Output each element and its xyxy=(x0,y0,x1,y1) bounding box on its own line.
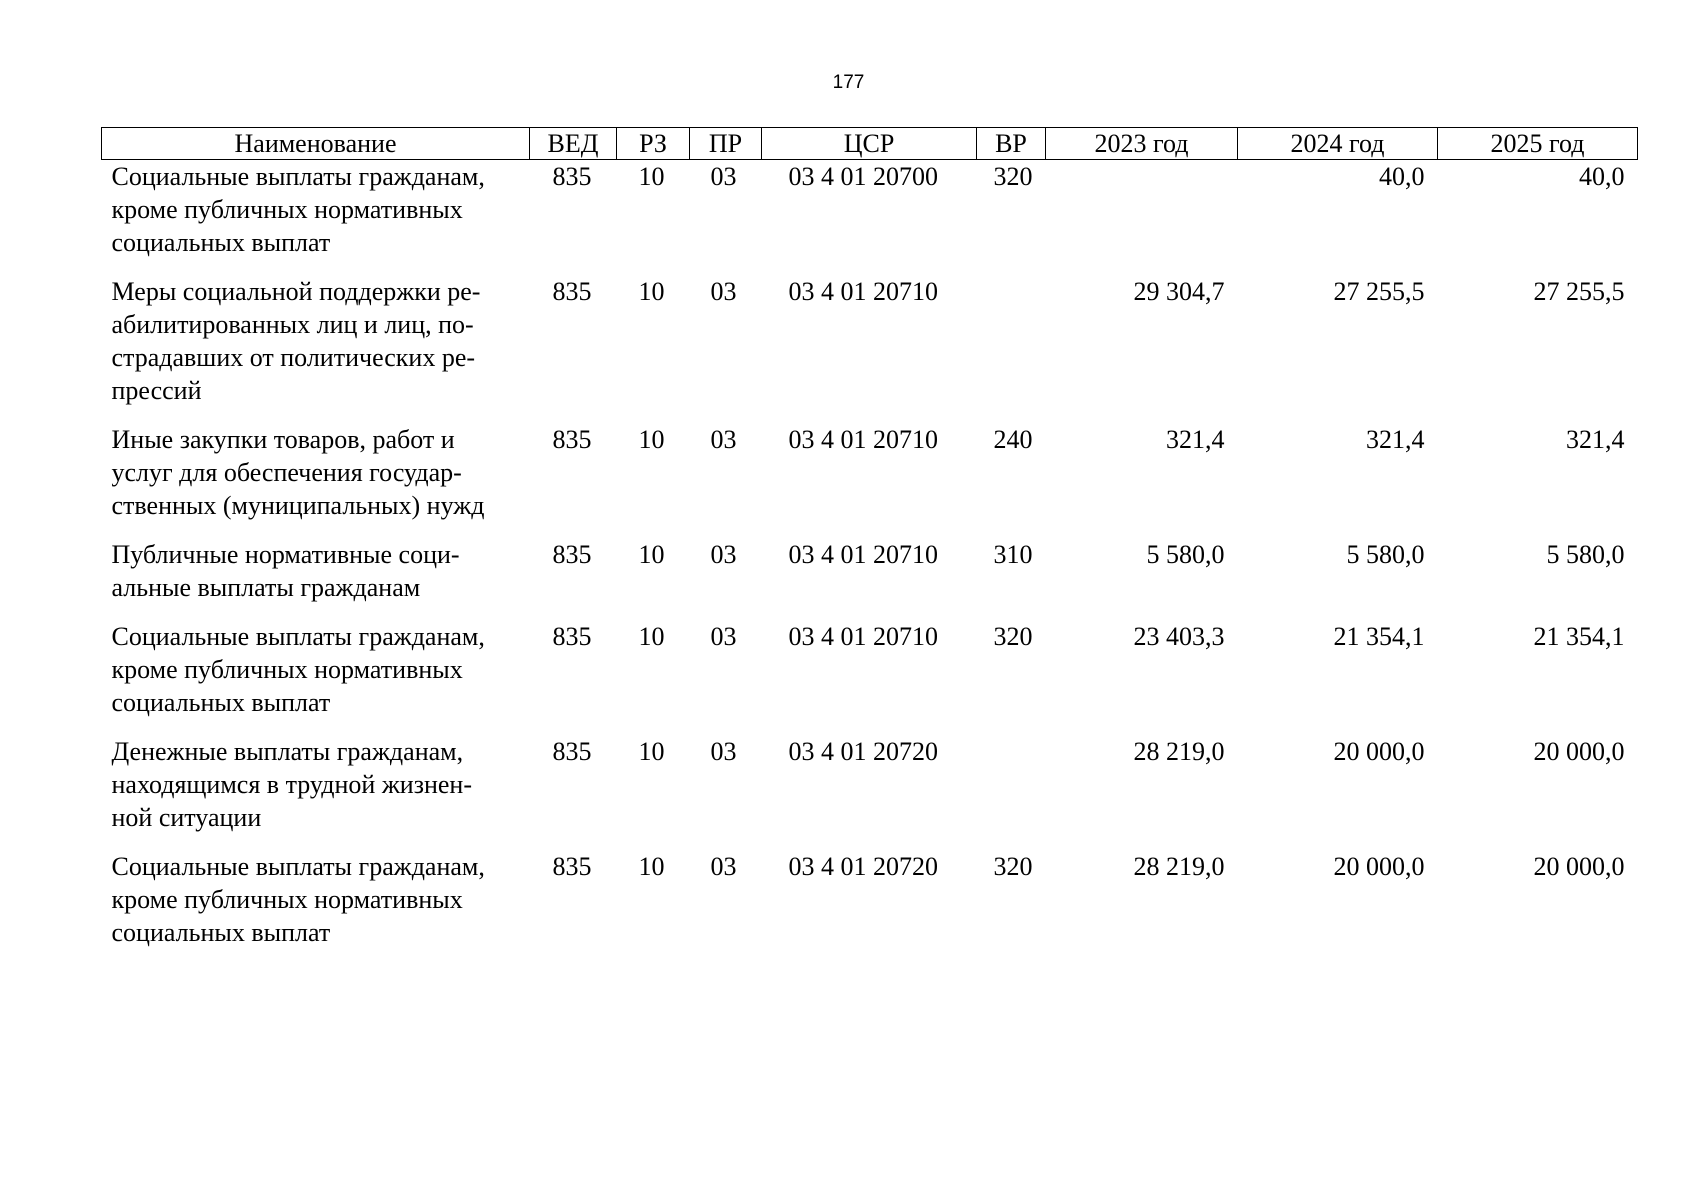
row-2024: 40,0 xyxy=(1379,162,1425,191)
row-name-line: кроме публичных нормативных xyxy=(111,655,463,684)
row-rz: 10 xyxy=(638,737,665,766)
table-row xyxy=(102,850,1638,965)
row-2023: 5 580,0 xyxy=(1146,540,1225,569)
row-name-line: Социальные выплаты гражданам, xyxy=(111,622,485,651)
row-ved: 835 xyxy=(552,852,592,881)
header-rz: РЗ xyxy=(617,128,690,160)
table-row xyxy=(102,620,1638,735)
row-name-line: социальных выплат xyxy=(111,918,331,947)
row-2024: 27 255,5 xyxy=(1333,277,1425,306)
row-ved: 835 xyxy=(552,277,592,306)
row-vr: 240 xyxy=(993,425,1033,454)
row-name-line: услуг для обеспечения государ- xyxy=(111,458,462,487)
row-2023: 23 403,3 xyxy=(1133,622,1225,651)
row-rz: 10 xyxy=(638,162,665,191)
row-csr: 03 4 01 20710 xyxy=(788,277,938,306)
header-csr: ЦСР xyxy=(762,128,977,160)
page-number: 177 xyxy=(832,72,865,93)
row-name-cell xyxy=(102,423,530,538)
row-2025: 20 000,0 xyxy=(1533,737,1625,766)
row-ved: 835 xyxy=(552,737,592,766)
row-name-line: Публичные нормативные соци- xyxy=(111,540,460,569)
table-header-row xyxy=(102,128,1638,160)
row-2024: 21 354,1 xyxy=(1333,622,1425,651)
row-csr: 03 4 01 20710 xyxy=(788,540,938,569)
table-row xyxy=(102,275,1638,423)
row-2025: 321,4 xyxy=(1566,425,1625,454)
row-2024: 321,4 xyxy=(1366,425,1425,454)
row-name-cell xyxy=(102,275,530,423)
row-rz: 10 xyxy=(638,277,665,306)
row-name-line: Социальные выплаты гражданам, xyxy=(111,162,485,191)
row-2024: 5 580,0 xyxy=(1346,540,1425,569)
header-name: Наименование xyxy=(102,128,530,160)
row-rz: 10 xyxy=(638,425,665,454)
row-2023 xyxy=(1046,160,1238,276)
row-vr xyxy=(977,735,1046,850)
row-2025: 40,0 xyxy=(1579,162,1625,191)
row-2025: 27 255,5 xyxy=(1533,277,1625,306)
row-vr: 320 xyxy=(993,852,1033,881)
row-2024: 20 000,0 xyxy=(1333,737,1425,766)
table-row xyxy=(102,538,1638,620)
row-name-line: социальных выплат xyxy=(111,688,331,717)
row-csr: 03 4 01 20720 xyxy=(788,737,938,766)
row-pr: 03 xyxy=(710,277,737,306)
header-pr: ПР xyxy=(690,128,762,160)
header-2024: 2024 год xyxy=(1238,128,1438,160)
row-name-line: Денежные выплаты гражданам, xyxy=(111,737,464,766)
row-2025: 5 580,0 xyxy=(1546,540,1625,569)
table-row xyxy=(102,160,1638,276)
row-pr: 03 xyxy=(710,162,737,191)
row-name-line: находящимся в трудной жизнен- xyxy=(111,770,472,799)
row-name-line: кроме публичных нормативных xyxy=(111,885,463,914)
row-2024: 20 000,0 xyxy=(1333,852,1425,881)
row-name-line: ственных (муниципальных) нужд xyxy=(111,491,485,520)
row-rz: 10 xyxy=(638,622,665,651)
row-ved: 835 xyxy=(552,162,592,191)
row-vr: 320 xyxy=(993,622,1033,651)
row-name-cell xyxy=(102,538,530,620)
row-name-cell xyxy=(102,850,530,965)
row-pr: 03 xyxy=(710,540,737,569)
row-2023: 28 219,0 xyxy=(1133,852,1225,881)
row-name-line: кроме публичных нормативных xyxy=(111,195,463,224)
row-pr: 03 xyxy=(710,425,737,454)
row-2025: 21 354,1 xyxy=(1533,622,1625,651)
row-csr: 03 4 01 20720 xyxy=(788,852,938,881)
row-2023: 321,4 xyxy=(1166,425,1225,454)
row-vr: 320 xyxy=(993,162,1033,191)
header-2023: 2023 год xyxy=(1046,128,1238,160)
row-name-line: Иные закупки товаров, работ и xyxy=(111,425,455,454)
row-csr: 03 4 01 20710 xyxy=(788,622,938,651)
header-ved: ВЕД xyxy=(530,128,617,160)
row-name-line: ной ситуации xyxy=(111,803,262,832)
header-2025: 2025 год xyxy=(1438,128,1638,160)
row-ved: 835 xyxy=(552,425,592,454)
row-name-line: Меры социальной поддержки ре- xyxy=(111,277,481,306)
row-name-cell xyxy=(102,620,530,735)
row-name-line: абилитированных лиц и лиц, по- xyxy=(111,310,474,339)
table-row xyxy=(102,735,1638,850)
row-name-cell xyxy=(102,160,530,276)
row-vr xyxy=(977,275,1046,423)
row-2023: 29 304,7 xyxy=(1133,277,1225,306)
row-name-cell xyxy=(102,735,530,850)
row-pr: 03 xyxy=(710,852,737,881)
row-ved: 835 xyxy=(552,622,592,651)
row-name-line: Социальные выплаты гражданам, xyxy=(111,852,485,881)
budget-table xyxy=(101,127,1638,965)
row-ved: 835 xyxy=(552,540,592,569)
row-rz: 10 xyxy=(638,540,665,569)
row-csr: 03 4 01 20710 xyxy=(788,425,938,454)
table-row xyxy=(102,423,1638,538)
row-name-line: альные выплаты гражданам xyxy=(111,573,421,602)
row-name-line: прессий xyxy=(111,376,202,405)
row-pr: 03 xyxy=(710,737,737,766)
row-2025: 20 000,0 xyxy=(1533,852,1625,881)
row-name-line: страдавших от политических ре- xyxy=(111,343,476,372)
row-2023: 28 219,0 xyxy=(1133,737,1225,766)
row-vr: 310 xyxy=(993,540,1033,569)
row-pr: 03 xyxy=(710,622,737,651)
row-name-line: социальных выплат xyxy=(111,228,331,257)
row-rz: 10 xyxy=(638,852,665,881)
row-csr: 03 4 01 20700 xyxy=(788,162,938,191)
header-vr: ВР xyxy=(977,128,1046,160)
